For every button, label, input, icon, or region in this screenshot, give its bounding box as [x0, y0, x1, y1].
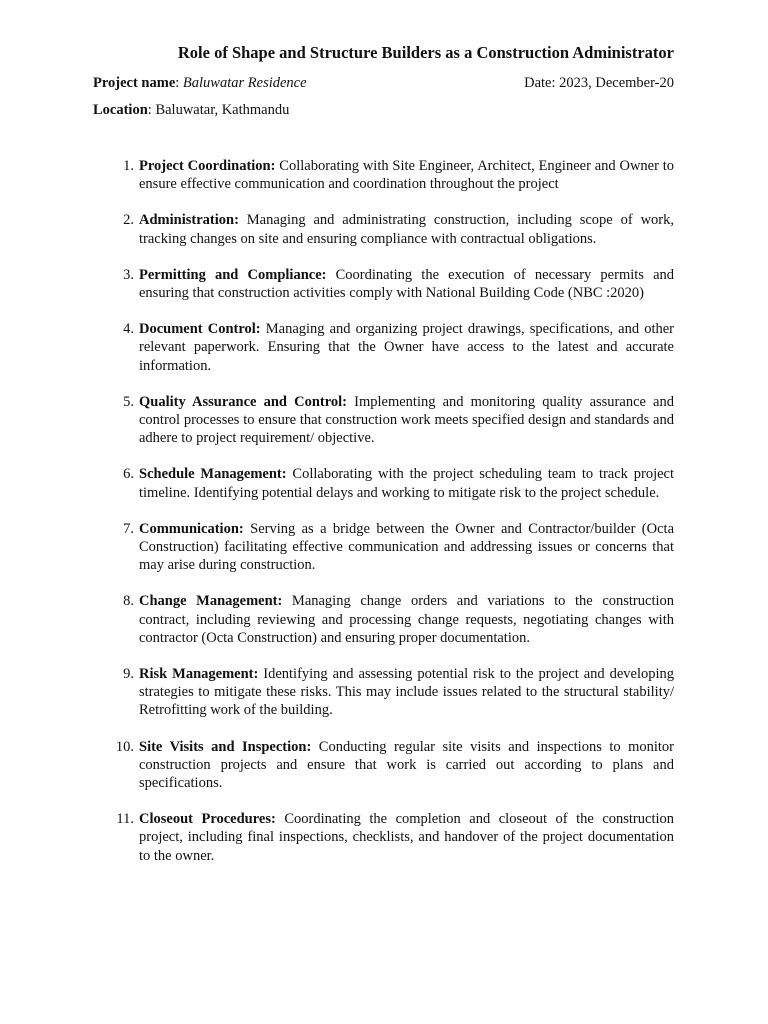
list-item	[110, 520, 674, 575]
project-info-row	[93, 74, 674, 92]
item-term: Administration:	[139, 212, 239, 229]
item-term: Communication:	[139, 520, 244, 537]
list-item	[110, 810, 674, 865]
location-row: Location: Baluwatar, Kathmandu	[93, 102, 290, 118]
item-term: Permitting and Compliance:	[139, 266, 327, 283]
item-number: 4.	[123, 321, 134, 338]
list-item	[110, 592, 674, 647]
item-number: 2.	[123, 212, 134, 229]
item-text: Managing change orders and variations to the construction contract, including reviewing and processing change requests, negotiating changes with contractor (Octa Construction) and ensuring proper documentation.	[139, 593, 674, 646]
item-number: 11.	[116, 811, 134, 828]
item-number: 10.	[115, 738, 134, 755]
item-text: Collaborating with Site Engineer, Architect, Engineer and Owner to ensure effective communication and coordination throughout the project	[139, 158, 675, 193]
location-value: Baluwatar, Kathmandu	[155, 102, 290, 118]
item-text: Implementing and monitoring quality assurance and control processes to ensure that construction work meets specified design and standards and adhere to project requirement/ objective.	[139, 393, 674, 447]
list-item	[110, 665, 674, 720]
item-text: Collaborating with the project scheduling team to track project timeline. Identifying potential delays and working to mitigate risk to the project schedule.	[139, 466, 674, 501]
item-text: Coordinating the completion and closeout of the construction project, including final inspections, checklists, and handover of the project documentation to the owner.	[139, 811, 675, 864]
list-item	[110, 266, 674, 302]
item-text: Coordinating the execution of necessary permits and ensuring that construction activities comply with National Building Code (NBC :2020)	[139, 266, 675, 302]
item-number: 7.	[123, 520, 134, 537]
project-name-field: Project name: Baluwatar Residence	[93, 75, 307, 91]
item-text: Serving as a bridge between the Owner and Contractor/builder (Octa Construction) facilitating effective communication and addressing issues or concerns that may arise during construction.	[139, 520, 674, 574]
item-term: Risk Management:	[139, 666, 259, 683]
item-text: Conducting regular site visits and inspections to monitor construction projects and ensure that work is carried out according to plans and specifications.	[139, 738, 674, 792]
document-title: Role of Shape and Structure Builders as a Construction Administrator	[177, 43, 674, 62]
list-item	[110, 738, 674, 793]
date-value: 2023, December-20	[559, 75, 674, 91]
item-term: Change Management:	[139, 593, 283, 610]
item-number: 8.	[123, 593, 134, 610]
list-item	[110, 157, 674, 193]
date-field: Date: 2023, December-20	[524, 75, 674, 91]
item-text: Identifying and assessing potential risk to the project and developing strategies to mitigate these risks. This may include issues related to the structural stability/ Retrofitting work of the building.	[139, 666, 675, 719]
list-item	[110, 211, 674, 247]
item-term: Schedule Management:	[139, 466, 287, 483]
project-name-label: Project name	[93, 75, 176, 91]
item-term: Site Visits and Inspection:	[139, 738, 312, 755]
item-number: 1.	[123, 158, 134, 174]
item-term: Quality Assurance and Control:	[139, 393, 347, 410]
responsibilities-list	[110, 157, 674, 883]
item-term: Closeout Procedures:	[139, 811, 276, 828]
item-text: Managing and organizing project drawings, specifications, and other relevant paperwork. Ensuring that the Owner have access to the latest and accurate information.	[139, 321, 675, 374]
list-item	[110, 465, 674, 501]
list-item	[110, 320, 674, 375]
list-item	[110, 393, 674, 448]
item-number: 3.	[123, 266, 134, 283]
item-term: Project Coordination:	[139, 158, 276, 174]
project-name-value: Baluwatar Residence	[182, 75, 307, 91]
location-label: Location	[93, 102, 148, 118]
item-number: 5.	[123, 393, 134, 410]
item-term: Document Control:	[139, 321, 261, 338]
item-number: 6.	[123, 466, 134, 483]
item-text: Managing and administrating construction, including scope of work, tracking changes on site and ensuring compliance with contractual obligations.	[139, 212, 674, 247]
item-number: 9.	[123, 666, 134, 683]
date-label: Date	[524, 75, 552, 91]
